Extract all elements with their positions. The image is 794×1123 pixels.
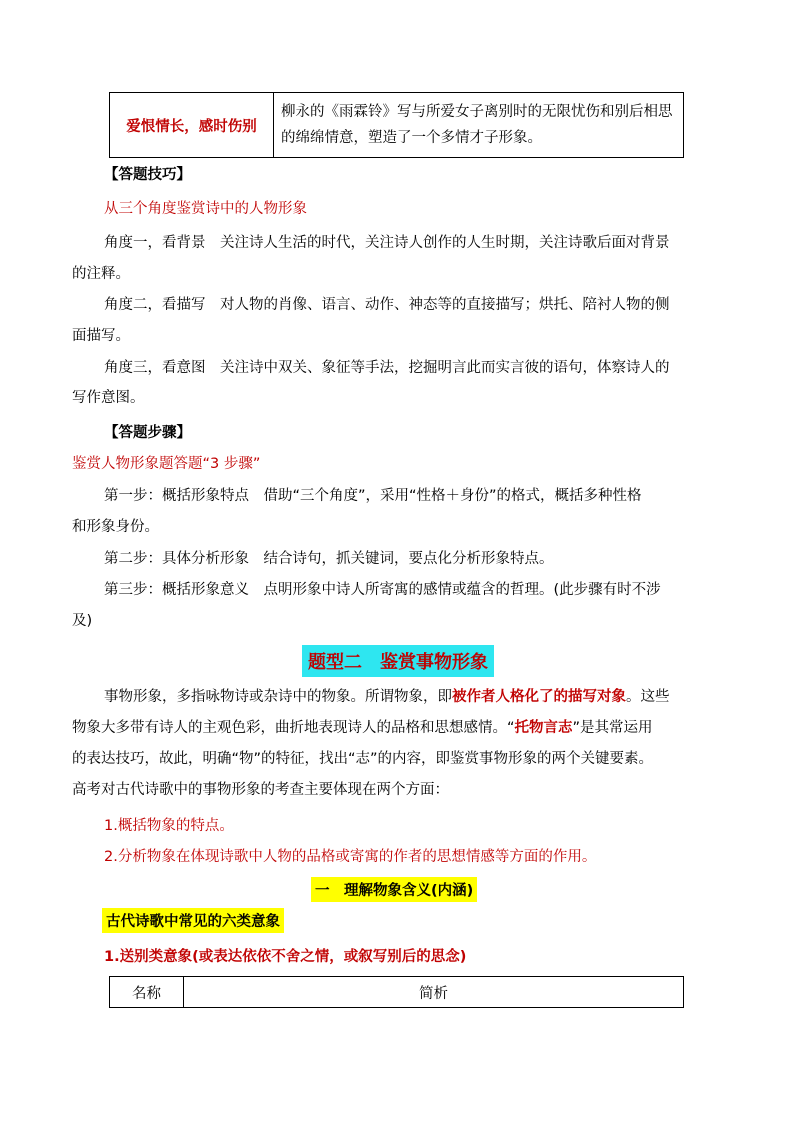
top-table [109, 92, 684, 158]
step2: 第二步：具体分析形象 结合诗句，抓关键词，要点化分析形象特点。 [104, 551, 554, 567]
step1-line2: 和形象身份。 [72, 519, 159, 535]
para-line1-a: 事物形象，多指咏物诗或杂诗中的物象。所谓物象，即 [104, 689, 452, 705]
para-line4: 高考对古代诗歌中的事物形象的考查主要体现在两个方面： [72, 782, 449, 798]
step1-line1: 第一步：概括形象特点 借助“三个角度”，采用“性格＋身份”的格式，概括多种性格 [104, 488, 642, 504]
para-line1 [104, 685, 670, 706]
step3-line1: 第三步：概括形象意义 点明形象中诗人所寄寓的感情或蕴含的哲理。(此步骤有时不涉 [104, 582, 661, 598]
para-line2 [72, 716, 653, 737]
bottom-table [109, 976, 684, 1008]
step3-line2: 及) [72, 613, 93, 629]
skills-heading: 【答题技巧】 [104, 167, 191, 183]
point-1: 1.概括物象的特点。 [104, 818, 234, 834]
section-title: 题型二 鉴赏事物形象 [302, 645, 494, 677]
para-line1-c: 。这些 [626, 689, 670, 705]
table-text-cell: 柳永的《雨霖铃》写与所爱女子离别时的无限忧伤和别后相思的绵绵情意，塑造了一个多情才子形象。 [281, 104, 673, 146]
angle3-line1: 角度三，看意图 关注诗中双关、象征等手法，挖掘明言此而实言彼的语句，体察诗人的 [104, 360, 670, 376]
angle1-line1: 角度一，看背景 关注诗人生活的时代，关注诗人创作的人生时期，关注诗歌后面对背景 [104, 235, 670, 251]
skills-subheading: 从三个角度鉴赏诗中的人物形象 [104, 201, 307, 217]
six-types-heading: 古代诗歌中常见的六类意象 [102, 908, 284, 933]
col-name-header: 名称 [110, 977, 184, 1007]
steps-heading: 【答题步骤】 [104, 425, 191, 441]
type1-heading: 1.送别类意象(或表达依依不舍之情，或叙写别后的思念) [104, 949, 467, 965]
angle2-line2: 面描写。 [72, 328, 130, 344]
para-line2-a: 物象大多带有诗人的主观色彩，曲折地表现诗人的品格和思想感情。“ [72, 720, 515, 736]
para-line2-emphasis: 托物言志 [514, 720, 573, 736]
col-analysis-header: 简析 [419, 985, 448, 1002]
angle2-line1: 角度二，看描写 对人物的肖像、语言、动作、神态等的直接描写；烘托、陪衬人物的侧 [104, 297, 670, 313]
sub-title: 一 理解物象含义(内涵) [311, 877, 477, 902]
table-label: 爱恨情长，感时伤别 [126, 118, 257, 135]
angle1-line2: 的注释。 [72, 266, 130, 282]
point-2: 2.分析物象在体现诗歌中人物的品格或寄寓的作者的思想情感等方面的作用。 [104, 849, 597, 865]
para-line3: 的表达技巧，故此，明确“物”的特征，找出“志”的内容，即鉴赏事物形象的两个关键要素。 [72, 751, 654, 767]
steps-subheading: 鉴赏人物形象题答题“3 步骤” [72, 456, 261, 472]
table-label-cell [110, 93, 274, 157]
angle3-line2: 写作意图。 [72, 390, 145, 406]
para-line1-emphasis: 被作者人格化了的描写对象 [452, 689, 626, 705]
para-line2-c: ”是其常运用 [572, 720, 653, 736]
